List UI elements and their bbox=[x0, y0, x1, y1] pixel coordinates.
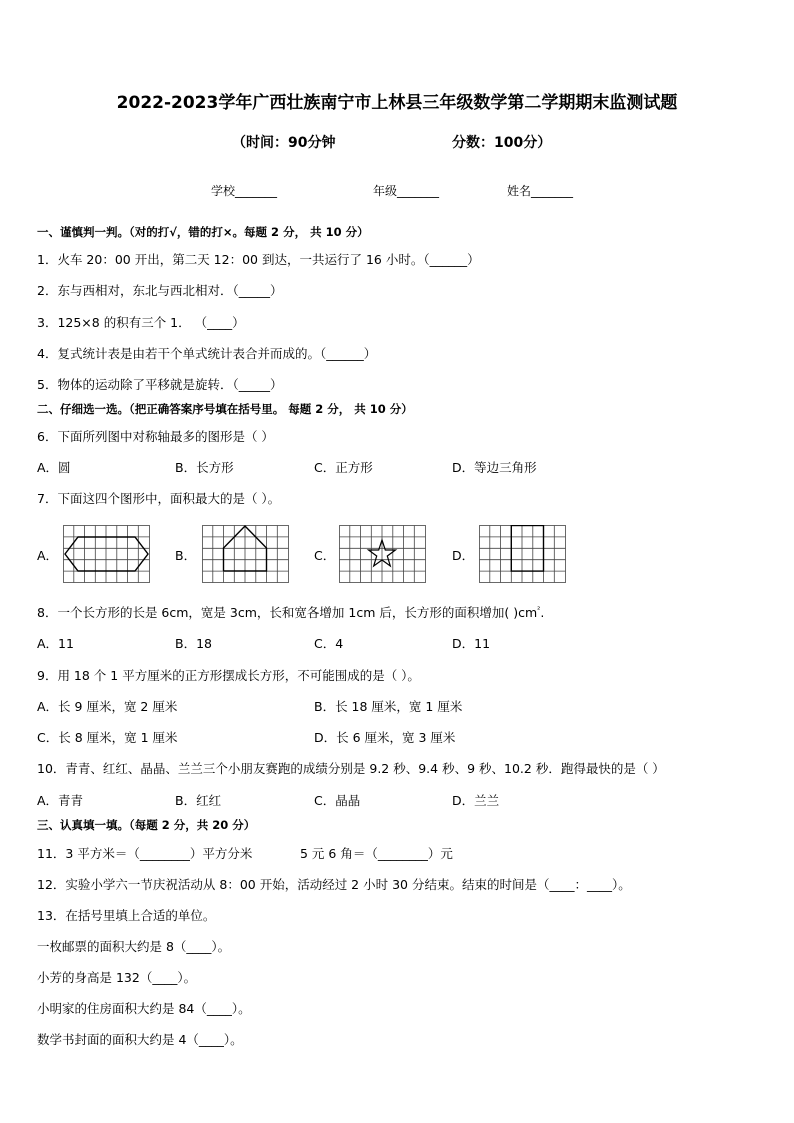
question-2: 2．东与西相对，东北与西北相对．（_____） bbox=[37, 283, 283, 298]
question-8 bbox=[37, 603, 544, 621]
q8-text: 8．一个长方形的长是 6cm，宽是 3cm，长和宽各增加 1cm 后，长方形的面积增加( )cm bbox=[37, 605, 538, 620]
q9-option-c[interactable]: C．长 8 厘米，宽 1 厘米 bbox=[37, 730, 178, 745]
q8-option-c[interactable]: C．4 bbox=[314, 636, 344, 651]
q9-option-b[interactable]: B．长 18 厘米，宽 1 厘米 bbox=[314, 699, 463, 714]
q7-label-c[interactable]: C． bbox=[314, 548, 336, 563]
q8-end: . bbox=[540, 605, 545, 620]
exam-score: 分数：100分） bbox=[452, 135, 552, 151]
question-11-part-b: 5 元 6 角＝（________）元 bbox=[300, 846, 453, 861]
q6-option-a[interactable]: A．圆 bbox=[37, 460, 71, 475]
q13-item-3: 小明家的住房面积大约是 84（____）。 bbox=[37, 1001, 251, 1016]
question-11-part-a: 11．3 平方米＝（________）平方分米 bbox=[37, 846, 253, 861]
question-4: 4．复式统计表是由若干个单式统计表合并而成的。（______） bbox=[37, 346, 377, 361]
section3-header: 三、认真填一填。（每题 2 分，共 20 分） bbox=[37, 818, 256, 832]
q7-figure-b[interactable] bbox=[202, 525, 290, 584]
q7-label-d[interactable]: D． bbox=[452, 548, 475, 563]
q7-figure-c[interactable] bbox=[339, 525, 427, 584]
exam-time: （时间：90分钟 bbox=[232, 135, 336, 151]
question-12: 12．实验小学六一节庆祝活动从 8：00 开始，活动经过 2 小时 30 分结束。结束的时间是（____：____）。 bbox=[37, 877, 631, 892]
question-6: 6．下面所列图中对称轴最多的图形是（ ） bbox=[37, 429, 274, 444]
q10-option-a[interactable]: A．青青 bbox=[37, 793, 84, 808]
q7-label-a[interactable]: A． bbox=[37, 548, 59, 563]
section1-header: 一、谨慎判一判。（对的打√，错的打×。每题 2 分， 共 10 分） bbox=[37, 225, 369, 239]
q13-item-1: 一枚邮票的面积大约是 8（____）。 bbox=[37, 939, 231, 954]
question-10: 10．青青、红红、晶晶、兰兰三个小朋友赛跑的成绩分别是 9.2 秒、9.4 秒、9 秒、10.2 秒．跑得最快的是（ ） bbox=[37, 761, 665, 776]
name-field[interactable]: 姓名_______ bbox=[507, 184, 574, 198]
q6-option-d[interactable]: D．等边三角形 bbox=[452, 460, 537, 475]
q9-option-a[interactable]: A．长 9 厘米，宽 2 厘米 bbox=[37, 699, 178, 714]
school-field[interactable]: 学校_______ bbox=[211, 184, 278, 198]
q8-superscript: ² bbox=[537, 604, 541, 614]
q7-figure-a[interactable] bbox=[63, 525, 151, 584]
question-5: 5．物体的运动除了平移就是旋转．（_____） bbox=[37, 377, 283, 392]
question-9: 9．用 18 个 1 平方厘米的正方形摆成长方形，不可能围成的是（ ）。 bbox=[37, 668, 420, 683]
q6-option-c[interactable]: C．正方形 bbox=[314, 460, 373, 475]
q7-label-b[interactable]: B． bbox=[175, 548, 197, 563]
question-7: 7．下面这四个图形中，面积最大的是（ ）。 bbox=[37, 491, 281, 506]
q10-option-d[interactable]: D．兰兰 bbox=[452, 793, 500, 808]
q13-item-4: 数学书封面的面积大约是 4（____）。 bbox=[37, 1032, 243, 1047]
grade-field[interactable]: 年级_______ bbox=[373, 184, 440, 198]
q8-option-b[interactable]: B．18 bbox=[175, 636, 212, 651]
q13-item-2: 小芳的身高是 132（____）。 bbox=[37, 970, 197, 985]
page-title: 2022-2023学年广西壮族南宁市上林县三年级数学第二学期期末监测试题 bbox=[116, 93, 678, 113]
q10-option-c[interactable]: C．晶晶 bbox=[314, 793, 361, 808]
q9-option-d[interactable]: D．长 6 厘米，宽 3 厘米 bbox=[314, 730, 456, 745]
q7-figure-d[interactable] bbox=[479, 525, 567, 584]
q8-option-d[interactable]: D．11 bbox=[452, 636, 491, 651]
question-1: 1．火车 20：00 开出，第二天 12：00 到达，一共运行了 16 小时。（______） bbox=[37, 252, 480, 267]
section2-header: 二、仔细选一选。（把正确答案序号填在括号里。 每题 2 分， 共 10 分） bbox=[37, 402, 413, 416]
question-3: 3．125×8 的积有三个 1． （____） bbox=[37, 315, 245, 330]
q10-option-b[interactable]: B．红红 bbox=[175, 793, 222, 808]
q6-option-b[interactable]: B．长方形 bbox=[175, 460, 234, 475]
q8-option-a[interactable]: A．11 bbox=[37, 636, 74, 651]
question-13: 13．在括号里填上合适的单位。 bbox=[37, 908, 216, 923]
